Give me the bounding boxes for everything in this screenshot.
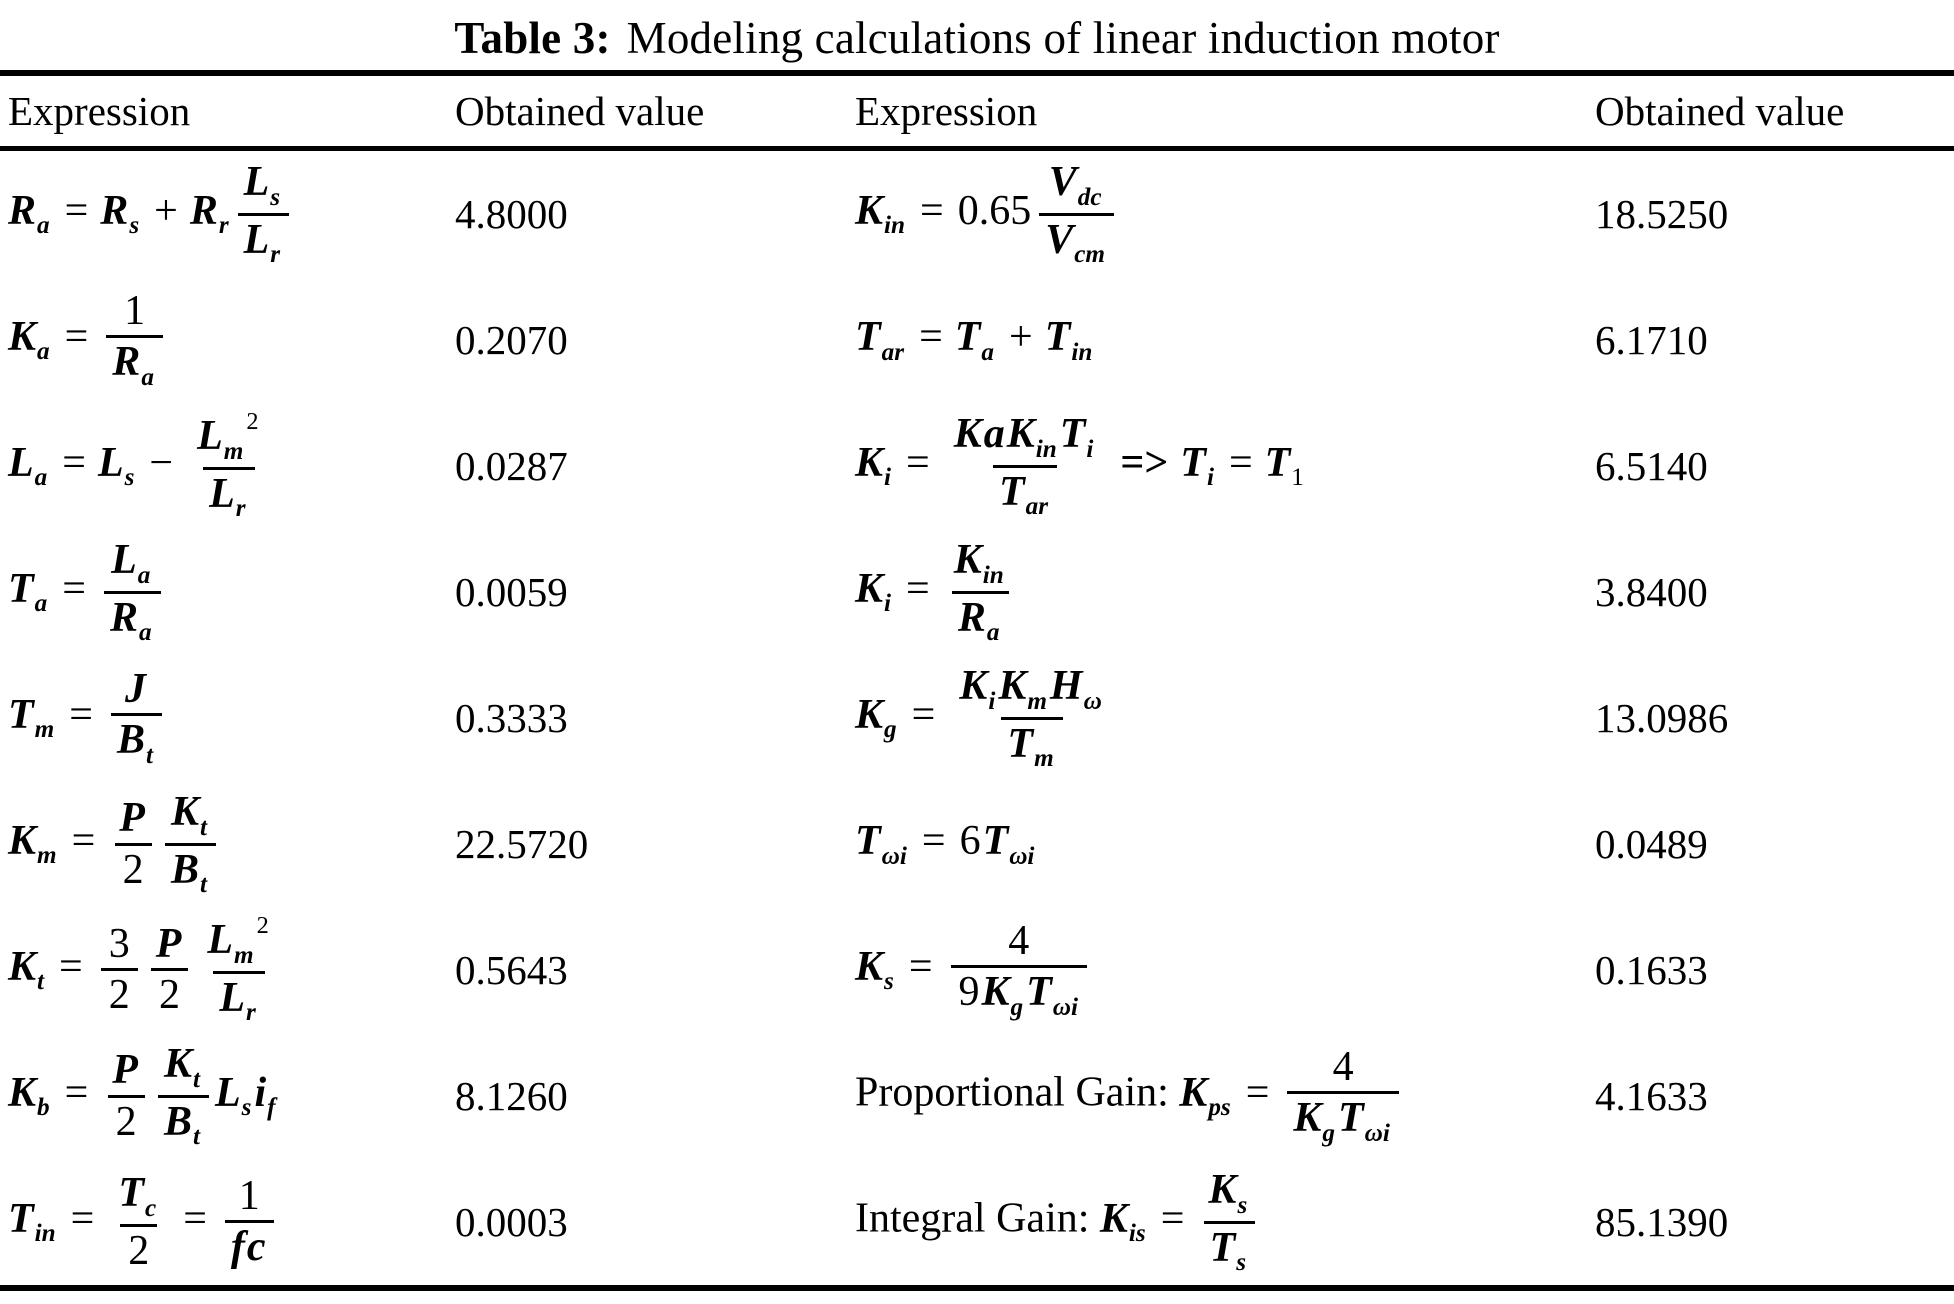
math-variable: $T_{\omega i}$ bbox=[982, 818, 1035, 870]
math-subscript: ps bbox=[1208, 1094, 1231, 1122]
expression-cell bbox=[8, 1040, 455, 1152]
math-variable: $L_r$ bbox=[219, 974, 256, 1027]
math-subscript: i bbox=[1206, 464, 1214, 492]
fraction-denominator bbox=[108, 1095, 145, 1146]
math-variable: $T_c$ bbox=[118, 1170, 157, 1222]
obtained-value-cell: 13.0986 bbox=[1595, 695, 1729, 741]
math-operator: = bbox=[64, 313, 89, 360]
math-variable: $K_t$ bbox=[8, 943, 45, 996]
math-operator: = bbox=[919, 314, 943, 361]
math-number: 3 bbox=[108, 921, 130, 968]
math-subscript: t bbox=[192, 1123, 200, 1151]
math-subscript: s bbox=[884, 968, 894, 996]
fraction-denominator bbox=[213, 971, 264, 1029]
fraction bbox=[953, 662, 1111, 774]
math-variable: $K_g$ bbox=[981, 969, 1024, 1021]
fraction-denominator bbox=[203, 467, 254, 525]
math-subscript: 1 bbox=[1291, 464, 1304, 492]
expression-cell bbox=[8, 536, 455, 648]
obtained-value-cell: 8.1260 bbox=[455, 1073, 568, 1119]
math-subscript: t bbox=[199, 871, 207, 899]
fraction bbox=[1202, 1166, 1256, 1278]
bottom-rule bbox=[0, 1285, 1954, 1291]
fraction-numerator bbox=[150, 920, 190, 968]
math-variable: $R_a$ bbox=[957, 594, 1000, 647]
expression-cell bbox=[855, 410, 1595, 522]
math-variable: $T_m$ bbox=[8, 691, 55, 744]
math-variable: $V_{cm}$ bbox=[1045, 216, 1106, 269]
math-variable: $T_a$ bbox=[8, 565, 48, 618]
math-operator: = bbox=[69, 691, 93, 738]
obtained-value-cell: 6.1710 bbox=[1595, 317, 1708, 363]
fraction-numerator bbox=[1043, 158, 1111, 213]
fraction-numerator bbox=[119, 665, 154, 713]
column-header-value-left: Obtained value bbox=[455, 88, 705, 134]
math-variable: $T_{ar}$ bbox=[855, 314, 905, 366]
expression-cell bbox=[8, 1169, 455, 1275]
math-variable: c bbox=[246, 1224, 266, 1271]
fraction-denominator bbox=[158, 1095, 209, 1153]
math-variable: $K_s$ bbox=[855, 943, 894, 996]
table-row bbox=[0, 781, 1954, 907]
math-variable: $T_{in}$ bbox=[8, 1195, 56, 1248]
math-operator: = bbox=[62, 565, 86, 612]
math-subscript: cm bbox=[1074, 241, 1106, 269]
math-variable: $i_f$ bbox=[254, 1069, 276, 1122]
math-operator: = bbox=[1228, 439, 1253, 486]
math-subscript: m bbox=[1027, 687, 1047, 715]
obtained-value-cell: 0.3333 bbox=[455, 695, 568, 741]
math-variable: $L_a$ bbox=[111, 536, 151, 589]
fraction-numerator bbox=[953, 662, 1111, 717]
math-variable: $K_m$ bbox=[8, 817, 57, 870]
math-variable: $B_t$ bbox=[163, 1098, 200, 1151]
math-variable: $H_\omega$ bbox=[1049, 662, 1102, 715]
expression-cell bbox=[8, 788, 455, 900]
math-variable: $L_s$ bbox=[214, 1069, 252, 1122]
math-number: 2 bbox=[128, 1227, 150, 1274]
fraction-denominator bbox=[225, 1220, 274, 1271]
math-variable: $R_s$ bbox=[100, 187, 140, 240]
math-variable: $L_r$ bbox=[243, 216, 281, 269]
fraction-numerator bbox=[112, 1169, 165, 1224]
math-operator: = bbox=[911, 691, 936, 738]
fraction-denominator bbox=[106, 335, 163, 393]
obtained-value-cell: 0.0489 bbox=[1595, 821, 1708, 867]
fraction-numerator bbox=[105, 536, 159, 591]
math-subscript: g bbox=[1322, 1119, 1336, 1147]
math-subscript: t bbox=[192, 1065, 200, 1093]
fraction-denominator bbox=[120, 1224, 157, 1275]
fraction bbox=[112, 1169, 165, 1275]
fraction-denominator bbox=[151, 968, 188, 1019]
math-operator: + bbox=[1009, 314, 1033, 361]
fraction bbox=[106, 1046, 146, 1146]
math-number: 2 bbox=[115, 1098, 137, 1145]
math-operator: = bbox=[70, 1195, 95, 1242]
math-subscript: in bbox=[34, 1220, 56, 1248]
math-operator: = bbox=[920, 187, 944, 234]
math-variable: $L_m^2$ bbox=[207, 911, 269, 969]
math-variable: P bbox=[155, 921, 182, 968]
math-operator: = bbox=[906, 439, 930, 486]
fraction bbox=[111, 665, 162, 771]
math-variable: $K_g$ bbox=[855, 691, 897, 744]
math-variable: $K_t$ bbox=[163, 1040, 200, 1093]
fraction bbox=[948, 410, 1103, 522]
fraction-denominator bbox=[1287, 1091, 1398, 1149]
math-superscript: 2 bbox=[256, 911, 269, 939]
table-body bbox=[0, 151, 1954, 1285]
math-variable: $K_i$ bbox=[855, 565, 892, 618]
math-number: 0.65 bbox=[957, 187, 1032, 234]
fraction bbox=[201, 912, 276, 1029]
fraction-denominator bbox=[1039, 213, 1114, 271]
math-number: 1 bbox=[238, 1173, 260, 1220]
expression-cell bbox=[855, 1043, 1595, 1149]
math-subscript: t bbox=[145, 741, 153, 769]
table-row bbox=[0, 277, 1954, 403]
expression-cell bbox=[855, 817, 1595, 871]
obtained-value-cell: 0.0003 bbox=[455, 1199, 568, 1245]
math-variable: $K_b$ bbox=[8, 1069, 50, 1122]
fraction bbox=[1039, 158, 1114, 270]
fraction-numerator bbox=[1202, 1166, 1256, 1221]
fraction bbox=[238, 158, 289, 270]
fraction-numerator bbox=[1325, 1043, 1362, 1091]
math-variable: f bbox=[230, 1224, 245, 1271]
math-subscript: g bbox=[884, 716, 897, 744]
math-subscript: ar bbox=[1025, 493, 1049, 521]
math-variable: $V_{dc}$ bbox=[1048, 158, 1102, 211]
math-subscript: t bbox=[199, 813, 207, 841]
expression-cell bbox=[855, 158, 1595, 270]
math-subscript: dc bbox=[1077, 183, 1102, 211]
math-variable: $L_s$ bbox=[97, 439, 135, 492]
math-variable: $T_m$ bbox=[1007, 720, 1054, 773]
expression-cell bbox=[8, 287, 455, 393]
fraction-denominator bbox=[1204, 1221, 1255, 1279]
math-variable: $K_{ps}$ bbox=[1179, 1069, 1231, 1122]
math-subscript: a bbox=[37, 338, 50, 366]
fraction-denominator bbox=[238, 213, 289, 271]
math-variable: $K_{is}$ bbox=[1099, 1195, 1146, 1248]
math-operator: = bbox=[921, 818, 946, 865]
math-variable: $R_r$ bbox=[189, 187, 229, 240]
math-operator: = bbox=[183, 1195, 207, 1242]
obtained-value-cell: 22.5720 bbox=[455, 821, 589, 867]
fraction-denominator bbox=[101, 968, 138, 1019]
obtained-value-cell: 0.5643 bbox=[455, 947, 568, 993]
math-subscript: in bbox=[1035, 435, 1057, 463]
math-subscript: in bbox=[1071, 338, 1093, 366]
math-variable: $T_1$ bbox=[1264, 439, 1304, 492]
math-subscript: a bbox=[981, 338, 994, 366]
fraction bbox=[113, 794, 153, 894]
math-subscript: in bbox=[884, 212, 906, 240]
expression-cell bbox=[8, 158, 455, 270]
math-superscript: 2 bbox=[246, 407, 259, 435]
fraction-numerator bbox=[201, 912, 276, 971]
column-header-expression-left: Expression bbox=[8, 88, 191, 134]
fraction-denominator bbox=[165, 843, 216, 901]
math-subscript: ωi bbox=[1009, 842, 1035, 870]
math-subscript: r bbox=[246, 999, 256, 1027]
math-number: 2 bbox=[122, 846, 144, 893]
math-subscript: r bbox=[235, 495, 246, 523]
math-subscript: m bbox=[37, 842, 57, 870]
fraction bbox=[101, 920, 138, 1020]
math-subscript: f bbox=[267, 1094, 276, 1122]
fraction bbox=[106, 287, 163, 393]
fraction-denominator bbox=[952, 591, 1009, 649]
fraction-numerator bbox=[948, 410, 1103, 465]
math-number: 9 bbox=[958, 969, 980, 1016]
math-variable: $T_s$ bbox=[1209, 1224, 1247, 1277]
math-number: 4 bbox=[1332, 1044, 1354, 1091]
fraction bbox=[150, 920, 190, 1020]
math-variable: $K_{in}$ bbox=[1006, 410, 1057, 463]
math-variable: $K_{in}$ bbox=[855, 187, 906, 240]
fraction-numerator bbox=[191, 408, 266, 467]
obtained-value-cell: 4.1633 bbox=[1595, 1073, 1708, 1119]
math-subscript: g bbox=[1010, 993, 1024, 1021]
math-operator: = bbox=[71, 817, 96, 864]
obtained-value-cell: 0.1633 bbox=[1595, 947, 1708, 993]
math-subscript: a bbox=[37, 212, 50, 240]
math-subscript: s bbox=[1236, 1249, 1247, 1277]
fraction-numerator bbox=[238, 158, 289, 213]
math-variable: J bbox=[124, 666, 146, 713]
fraction bbox=[104, 536, 161, 648]
expression-cell bbox=[855, 917, 1595, 1023]
math-subscript: ωi bbox=[881, 842, 907, 870]
math-label-text: Proportional Gain: bbox=[855, 1069, 1180, 1116]
math-operator: = bbox=[64, 187, 89, 234]
math-subscript: s bbox=[1237, 1191, 1248, 1219]
math-subscript: m bbox=[234, 941, 254, 969]
math-variable: $K_g$ bbox=[1293, 1095, 1336, 1147]
math-subscript: a bbox=[34, 464, 48, 492]
fraction-numerator bbox=[116, 287, 153, 335]
fraction bbox=[158, 1040, 209, 1152]
math-subscript: s bbox=[241, 1094, 252, 1122]
math-operator: − bbox=[149, 439, 174, 486]
math-variable: $L_a$ bbox=[8, 439, 48, 492]
math-variable: $T_{in}$ bbox=[1044, 314, 1093, 366]
math-subscript: s bbox=[270, 183, 281, 211]
math-subscript: a bbox=[137, 561, 151, 589]
expression-cell bbox=[855, 1166, 1595, 1278]
math-subscript: ω bbox=[1083, 687, 1102, 715]
obtained-value-cell: 0.0287 bbox=[455, 443, 568, 489]
math-operator: = bbox=[64, 1069, 89, 1116]
math-variable: $R_a$ bbox=[8, 187, 50, 240]
obtained-value-cell: 3.8400 bbox=[1595, 569, 1708, 615]
math-variable: P bbox=[119, 795, 145, 842]
math-number: 6 bbox=[959, 818, 981, 865]
math-variable: $L_r$ bbox=[209, 470, 246, 523]
obtained-value-cell: 6.5140 bbox=[1595, 443, 1708, 489]
math-subscript: ar bbox=[881, 338, 905, 366]
math-subscript: in bbox=[982, 561, 1004, 589]
table-row bbox=[0, 151, 1954, 277]
fraction-numerator bbox=[165, 788, 216, 843]
math-variable: $T_i$ bbox=[1180, 439, 1214, 492]
column-header-expression-right: Expression bbox=[855, 88, 1038, 134]
fraction-numerator bbox=[231, 1172, 268, 1220]
table-caption: Modeling calculations of linear induction motor bbox=[626, 13, 1500, 63]
fraction bbox=[948, 536, 1013, 648]
math-subscript: m bbox=[1034, 745, 1054, 773]
fraction bbox=[225, 1172, 274, 1272]
table-row bbox=[0, 529, 1954, 655]
math-variable: $K_s$ bbox=[1208, 1166, 1248, 1219]
obtained-value-cell: 0.2070 bbox=[455, 317, 568, 363]
math-subscript: m bbox=[223, 437, 244, 465]
math-number: 2 bbox=[159, 972, 181, 1019]
math-operator: = bbox=[59, 943, 83, 990]
math-subscript: i bbox=[988, 687, 996, 715]
math-variable: $K_{in}$ bbox=[953, 536, 1004, 589]
math-variable: $B_t$ bbox=[116, 717, 153, 769]
expression-cell bbox=[8, 665, 455, 771]
math-subscript: a bbox=[34, 590, 48, 618]
math-variable: a bbox=[983, 410, 1005, 457]
math-subscript: is bbox=[1128, 1220, 1146, 1248]
table-row bbox=[0, 1033, 1954, 1159]
math-variable: $T_{\omega i}$ bbox=[1338, 1095, 1390, 1147]
math-variable: $B_t$ bbox=[170, 846, 207, 899]
math-operator: = bbox=[1245, 1069, 1270, 1116]
table-row bbox=[0, 403, 1954, 529]
math-variable: K bbox=[953, 410, 982, 457]
math-number: 2 bbox=[108, 972, 130, 1019]
math-subscript: r bbox=[270, 241, 281, 269]
expression-cell bbox=[8, 408, 455, 525]
math-subscript: a bbox=[986, 619, 1000, 647]
obtained-value-cell: 0.0059 bbox=[455, 569, 568, 615]
obtained-value-cell: 85.1390 bbox=[1595, 1199, 1729, 1245]
math-variable: $T_{\omega i}$ bbox=[1026, 969, 1078, 1021]
math-operator: = bbox=[906, 565, 930, 612]
expression-cell bbox=[855, 662, 1595, 774]
math-variable: $K_t$ bbox=[170, 788, 207, 841]
math-label-text: Integral Gain: bbox=[855, 1195, 1100, 1242]
math-variable: $L_m^2$ bbox=[197, 407, 259, 465]
math-subscript: i bbox=[884, 590, 892, 618]
fraction-denominator bbox=[951, 965, 1087, 1023]
math-variable: $T_{ar}$ bbox=[999, 468, 1049, 521]
table-title bbox=[0, 0, 1954, 70]
math-subscript: i bbox=[884, 464, 892, 492]
obtained-value-cell: 18.5250 bbox=[1595, 191, 1729, 237]
math-subscript: r bbox=[218, 212, 229, 240]
math-subscript: t bbox=[37, 968, 45, 996]
fraction bbox=[165, 788, 216, 900]
fraction-denominator bbox=[111, 713, 162, 771]
math-operator: = bbox=[908, 943, 933, 990]
fraction-numerator bbox=[158, 1040, 209, 1095]
math-variable: $K_i$ bbox=[959, 662, 996, 715]
math-variable: $R_a$ bbox=[109, 594, 152, 647]
math-operator: = bbox=[1160, 1195, 1185, 1242]
expression-cell bbox=[855, 313, 1595, 367]
column-header-value-right: Obtained value bbox=[1595, 88, 1845, 134]
math-variable: $L_s$ bbox=[243, 158, 281, 211]
math-variable: $T_i$ bbox=[1059, 410, 1094, 463]
math-operator: + bbox=[154, 187, 178, 234]
fraction-numerator bbox=[1000, 917, 1037, 965]
table-row bbox=[0, 655, 1954, 781]
fraction-numerator bbox=[113, 794, 153, 842]
math-variable: $T_{\omega i}$ bbox=[855, 818, 907, 870]
fraction-denominator bbox=[104, 591, 161, 649]
table-number: Table 3: bbox=[454, 13, 611, 63]
math-variable: $K_i$ bbox=[855, 439, 892, 492]
fraction-numerator bbox=[948, 536, 1013, 591]
math-variable: $R_a$ bbox=[112, 339, 154, 391]
math-subscript: b bbox=[37, 1094, 50, 1122]
obtained-value-cell: 4.8000 bbox=[455, 191, 568, 237]
math-number: 4 bbox=[1008, 918, 1030, 965]
fraction-numerator bbox=[106, 1046, 146, 1094]
table-row bbox=[0, 907, 1954, 1033]
math-subscript: c bbox=[145, 1194, 157, 1222]
math-subscript: a bbox=[138, 619, 152, 647]
header-row bbox=[0, 76, 1954, 146]
fraction-denominator bbox=[993, 465, 1057, 523]
fraction bbox=[1287, 1043, 1398, 1149]
math-operator: => bbox=[1120, 439, 1169, 486]
math-operator: = bbox=[62, 439, 86, 486]
math-variable: $K_a$ bbox=[8, 313, 50, 366]
fraction-denominator bbox=[1001, 717, 1062, 775]
fraction-denominator bbox=[115, 843, 152, 894]
math-subscript: s bbox=[124, 464, 135, 492]
math-subscript: m bbox=[34, 716, 55, 744]
math-variable: P bbox=[112, 1047, 138, 1094]
table-row bbox=[0, 1159, 1954, 1285]
expression-cell bbox=[855, 536, 1595, 648]
math-subscript: ωi bbox=[1364, 1119, 1390, 1147]
expression-cell bbox=[8, 912, 455, 1029]
math-variable: $K_m$ bbox=[998, 662, 1047, 715]
math-subscript: ωi bbox=[1052, 993, 1078, 1021]
math-subscript: s bbox=[129, 212, 140, 240]
math-subscript: i bbox=[1086, 435, 1094, 463]
math-variable: $T_a$ bbox=[954, 314, 994, 366]
fraction bbox=[951, 917, 1087, 1023]
fraction-numerator bbox=[101, 920, 138, 968]
fraction bbox=[191, 408, 266, 525]
math-number: 1 bbox=[124, 288, 146, 335]
math-subscript: a bbox=[141, 363, 154, 391]
